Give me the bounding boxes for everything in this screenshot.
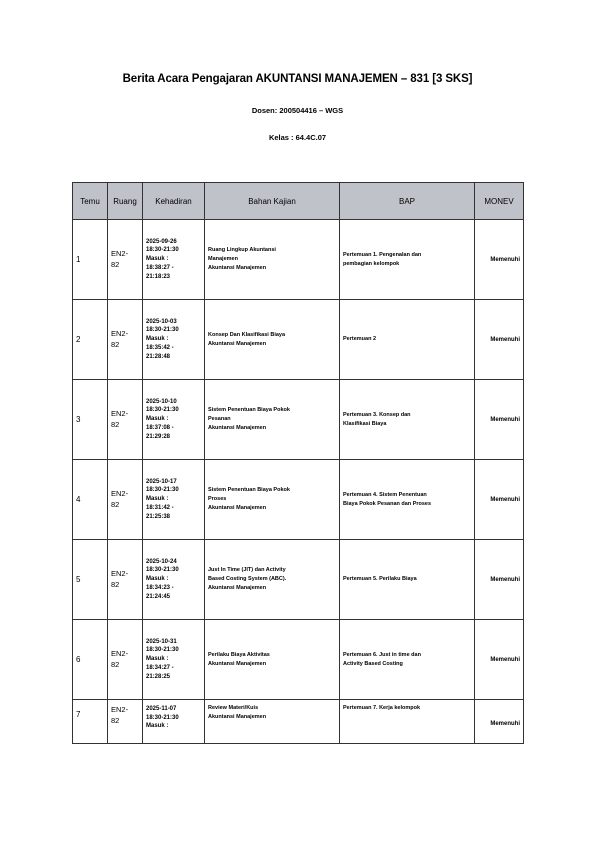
cell-ruang [108, 460, 143, 540]
cell-kehadiran-line: 18:31:42 - [146, 504, 174, 511]
header-bap: BAP [340, 183, 475, 220]
cell-bap [340, 380, 475, 460]
cell-kehadiran [143, 300, 205, 380]
cell-bahan-kajian-line: Akuntansi Manajemen [208, 713, 267, 720]
cell-temu: 5 [73, 540, 108, 620]
class-line: Kelas : 64.4C.07 [268, 133, 327, 142]
table-row [73, 300, 524, 380]
cell-bap-line: Klasifikasi Biaya [343, 420, 387, 427]
cell-kehadiran-line: 2025-10-10 [146, 398, 177, 405]
table-row [73, 700, 524, 744]
cell-bahan-kajian-line: Konsep Dan Klasifikasi Biaya [208, 331, 286, 338]
cell-temu: 1 [73, 220, 108, 300]
cell-temu: 2 [73, 300, 108, 380]
cell-monev: Memenuhi [475, 700, 524, 744]
cell-temu: 3 [73, 380, 108, 460]
cell-bahan-kajian-line: Just In Time (JIT) dan Activity [208, 567, 286, 574]
cell-bap [340, 540, 475, 620]
cell-kehadiran-line: 2025-09-26 [146, 238, 177, 245]
cell-bap-line: Pertemuan 7. Kerja kelompok [343, 705, 421, 711]
cell-ruang-line: 82 [111, 259, 120, 269]
cell-ruang-line: EN2- [111, 328, 129, 338]
cell-kehadiran-line: 2025-10-03 [146, 318, 177, 325]
cell-bap-line: pembagian kelompok [343, 260, 400, 267]
cell-bap [340, 620, 475, 700]
cell-kehadiran [143, 540, 205, 620]
cell-bahan-kajian-line: Ruang Lingkup Akuntansi [208, 247, 276, 254]
cell-kehadiran-line: Masuk : [146, 496, 169, 503]
cell-ruang-line: 82 [111, 715, 120, 725]
cell-bahan-kajian-line: Akuntansi Manajemen [208, 340, 267, 347]
header-monev: MONEV [475, 183, 524, 220]
cell-kehadiran-line: 2025-10-17 [146, 478, 177, 485]
cell-bahan-kajian-line: Pesanan [208, 416, 231, 423]
cell-monev: Memenuhi [475, 380, 524, 460]
cell-kehadiran-line: 18:34:27 - [146, 664, 174, 671]
cell-ruang [108, 300, 143, 380]
cell-bahan-kajian [205, 220, 340, 300]
lecturer-line: Dosen: 200504416 – WGS [251, 106, 344, 115]
cell-bahan-kajian-line: Akuntansi Manajemen [208, 660, 267, 667]
cell-bahan-kajian-line: Perilaku Biaya Aktivitas [208, 651, 270, 658]
document-title: Berita Acara Pengajaran AKUNTANSI MANAJEMEN – 831 [3 SKS] [122, 73, 473, 85]
cell-bahan-kajian [205, 620, 340, 700]
cell-kehadiran [143, 380, 205, 460]
cell-kehadiran-line: Masuk : [146, 723, 169, 730]
cell-kehadiran-line: 18:30-21:30 [146, 714, 179, 721]
cell-ruang-line: EN2- [111, 568, 129, 578]
cell-kehadiran-line: 21:24:45 [146, 593, 171, 600]
cell-kehadiran-line: Masuk : [146, 576, 169, 583]
header-bahan-kajian: Bahan Kajian [205, 183, 340, 220]
cell-bahan-kajian-line: Akuntansi Manajemen [208, 424, 267, 431]
cell-ruang-line: EN2- [111, 408, 129, 418]
table-header-row [73, 183, 524, 220]
cell-temu: 6 [73, 620, 108, 700]
cell-kehadiran-line: 21:29:28 [146, 433, 171, 440]
cell-kehadiran-line: 21:18:23 [146, 273, 171, 280]
table-row [73, 220, 524, 300]
cell-ruang-line: EN2- [111, 705, 129, 714]
cell-bap-line: Pertemuan 2 [343, 336, 377, 343]
header-kehadiran: Kehadiran [143, 183, 205, 220]
cell-kehadiran-line: Masuk : [146, 256, 169, 263]
cell-temu: 4 [73, 460, 108, 540]
cell-bap [340, 220, 475, 300]
cell-bahan-kajian-line: Sistem Penentuan Biaya Pokok [208, 487, 290, 494]
table-row [73, 460, 524, 540]
cell-bap-line: Biaya Pokok Pesanan dan Proses [343, 500, 432, 507]
cell-kehadiran-line: 18:30-21:30 [146, 647, 179, 654]
cell-kehadiran-line: Masuk : [146, 656, 169, 663]
cell-bahan-kajian-line: Sistem Penentuan Biaya Pokok [208, 407, 290, 414]
cell-kehadiran-line: 18:34:23 - [146, 584, 174, 591]
cell-ruang [108, 620, 143, 700]
cell-kehadiran-line: 18:30-21:30 [146, 487, 179, 494]
cell-ruang-line: 82 [111, 419, 120, 429]
cell-kehadiran-line: 18:35:42 - [146, 344, 174, 351]
cell-kehadiran [143, 460, 205, 540]
cell-bahan-kajian [205, 700, 340, 744]
cell-bahan-kajian-line: Review Materi/Kuis [208, 705, 259, 711]
cell-bap-line: Activity Based Costing [343, 660, 403, 667]
cell-bahan-kajian-line: Proses [208, 496, 227, 503]
cell-bahan-kajian-line: Based Costing System (ABC). [208, 576, 287, 583]
cell-bahan-kajian-line: Akuntansi Manajemen [208, 584, 267, 591]
cell-bap-line: Pertemuan 1. Pengenalan dan [343, 251, 422, 258]
cell-kehadiran-line: 21:28:25 [146, 673, 171, 680]
cell-kehadiran-line: Masuk : [146, 336, 169, 343]
cell-ruang-line: 82 [111, 339, 120, 349]
cell-kehadiran-line: 2025-10-24 [146, 558, 177, 565]
table-row [73, 380, 524, 460]
cell-monev: Memenuhi [475, 460, 524, 540]
cell-bahan-kajian-line: Akuntansi Manajemen [208, 504, 267, 511]
cell-monev: Memenuhi [475, 540, 524, 620]
cell-kehadiran-line: 18:30-21:30 [146, 327, 179, 334]
cell-ruang-line: EN2- [111, 648, 129, 658]
cell-kehadiran-line: 18:38:27 - [146, 264, 174, 271]
cell-bahan-kajian-line: Manajemen [208, 256, 238, 263]
cell-ruang [108, 700, 143, 744]
cell-kehadiran-line: 18:37:08 - [146, 424, 174, 431]
cell-kehadiran-line: 21:28:48 [146, 353, 171, 360]
cell-monev: Memenuhi [475, 220, 524, 300]
cell-kehadiran [143, 220, 205, 300]
cell-bahan-kajian [205, 300, 340, 380]
cell-kehadiran-line: Masuk : [146, 416, 169, 423]
cell-kehadiran-line: 18:30-21:30 [146, 567, 179, 574]
cell-ruang [108, 540, 143, 620]
cell-temu: 7 [73, 700, 108, 744]
cell-bap [340, 700, 475, 744]
teaching-record-table [72, 182, 524, 744]
table-row [73, 540, 524, 620]
cell-ruang-line: EN2- [111, 248, 129, 258]
cell-bap [340, 460, 475, 540]
cell-kehadiran-line: 2025-10-31 [146, 638, 177, 645]
header-temu: Temu [73, 183, 108, 220]
cell-bap-line: Pertemuan 4. Sistem Penentuan [343, 491, 427, 498]
cell-ruang-line: 82 [111, 579, 120, 589]
cell-ruang-line: 82 [111, 499, 120, 509]
cell-bahan-kajian [205, 540, 340, 620]
cell-kehadiran-line: 18:30-21:30 [146, 407, 179, 414]
cell-bap-line: Pertemuan 5. Perilaku Biaya [343, 576, 417, 583]
cell-monev: Memenuhi [475, 300, 524, 380]
cell-kehadiran-line: 2025-11-07 [146, 706, 177, 712]
cell-bap-line: Pertemuan 6. Just in time dan [343, 651, 421, 658]
cell-ruang-line: 82 [111, 659, 120, 669]
header-ruang: Ruang [108, 183, 143, 220]
cell-kehadiran-line: 18:30-21:30 [146, 247, 179, 254]
table-row [73, 620, 524, 700]
cell-ruang [108, 220, 143, 300]
cell-kehadiran [143, 700, 205, 744]
cell-kehadiran [143, 620, 205, 700]
table-body [73, 220, 524, 744]
cell-bahan-kajian [205, 380, 340, 460]
cell-monev: Memenuhi [475, 620, 524, 700]
cell-bahan-kajian-line: Akuntansi Manajemen [208, 264, 267, 271]
cell-bap [340, 300, 475, 380]
cell-kehadiran-line: 21:25:38 [146, 513, 171, 520]
cell-bap-line: Pertemuan 3. Konsep dan [343, 411, 411, 418]
cell-ruang [108, 380, 143, 460]
cell-bahan-kajian [205, 460, 340, 540]
cell-ruang-line: EN2- [111, 488, 129, 498]
